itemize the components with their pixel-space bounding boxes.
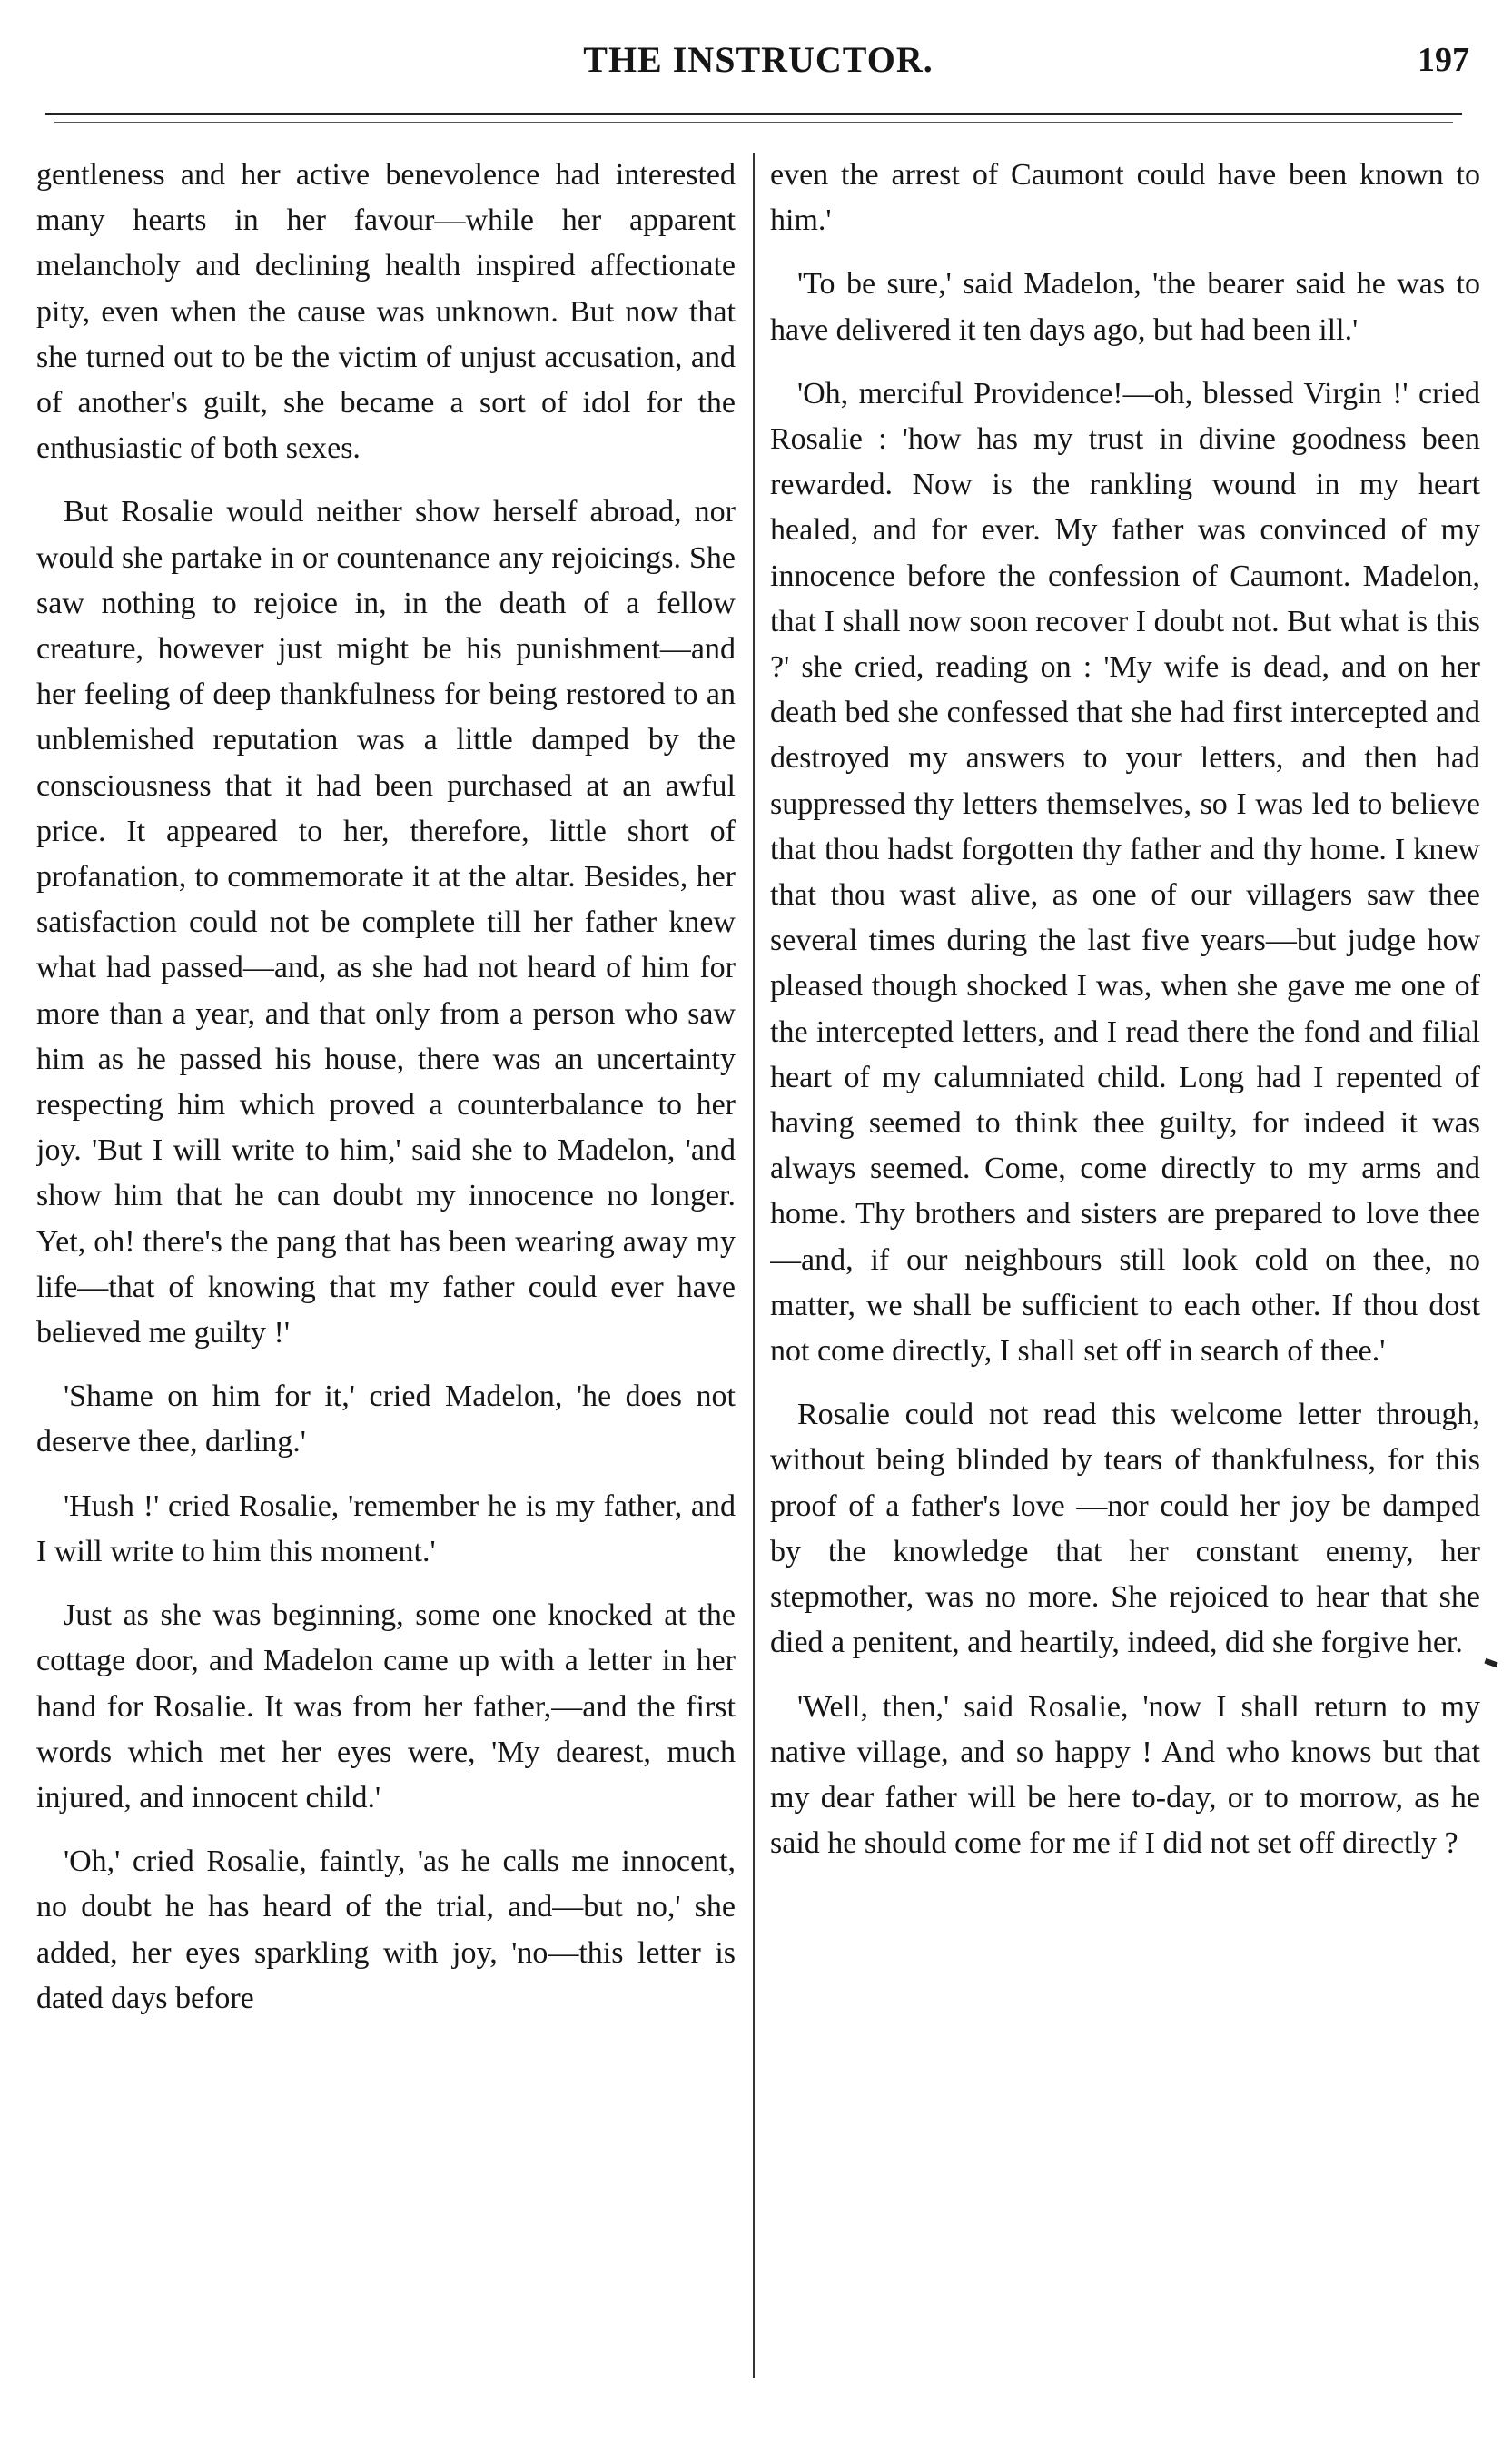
paragraph: Just as she was beginning, some one knocked at the cottage door, and Madelon came up with a letter in her hand for Rosalie. It was from her father,—and the first words which met her eyes were, 'My dearest, much injured, and innocent child.' <box>36 1598 736 1815</box>
running-head-title: THE INSTRUCTOR. <box>583 39 934 80</box>
paragraph: 'Hush !' cried Rosalie, 'remember he is my father, and I will write to him this moment.' <box>36 1489 736 1568</box>
paragraph: 'To be sure,' said Madelon, 'the bearer said he was to have delivered it ten days ago, but had been ill.' <box>770 267 1480 347</box>
column-divider <box>753 153 755 2378</box>
paragraph: gentleness and her active benevolence had interested many hearts in her favour—while her apparent melancholy and declining health inspired affectionate pity, even when the cause was unknown. But now that she turned out to be the victim of unjust accusation, and of another's guilt, she became a sort of idol for the enthusiastic of both sexes. <box>36 158 736 466</box>
paragraph: But Rosalie would neither show herself abroad, nor would she partake in or countenance any rejoicings. She saw nothing to rejoice in, in the death of a fellow creature, however just might be his punishment—and her feeling of deep thankfulness for being restored to an unblemished reputation was a little damped by the consciousness that it had been purchased at an awful price. It appeared to her, therefore, little short of profanation, to commemorate it at the altar. Besides, her satisfaction could not be complete till her father knew what had passed—and, as she had not heard of him for more than a year, and that only from a person who saw him as he passed his house, there was an uncertainty respecting him which proved a counterbalance to her joy. 'But I will write to him,' said she to Madelon, 'and show him that he can doubt my innocence no longer. Yet, oh! there's the pang that has been wearing away my life—that of knowing that my father could ever have believed me guilty !' <box>36 495 736 1350</box>
paragraph: 'Shame on him for it,' cried Madelon, 'he does not deserve thee, darling.' <box>36 1380 736 1459</box>
header-rule-thin <box>54 122 1453 123</box>
paragraph: 'Oh, merciful Providence!—oh, blessed Virgin !' cried Rosalie : 'how has my trust in divine goodness been rewarded. Now is the rankling wound in my heart healed, and for ever. My father was convinced of my innocence before the confession of Caumont. Madelon, that I shall now soon recover I doubt not. But what is this ?' she cried, reading on : 'My wife is dead, and on her death bed she confessed that she had first intercepted and destroyed my answers to your letters, and then had suppressed thy letters themselves, so I was led to believe that thou hadst forgotten thy father and thy home. I knew that thou wast alive, as one of our villagers saw thee several times during the last five years—but judge how pleased though shocked I was, when she gave me one of the intercepted letters, and I read there the fond and filial heart of my calumniated child. Long had I repented of having seemed to think thee guilty, for indeed it was always seemed. Come, come directly to my arms and home. Thy brothers and sisters are prepared to love thee—and, if our neighbours still look cold on thee, no matter, we shall be sufficient to each other. If thou dost not come directly, I shall set off in search of thee.' <box>770 376 1480 1369</box>
right-column <box>770 153 1480 2396</box>
margin-mark <box>1484 1658 1497 1667</box>
paragraph: Rosalie could not read this welcome letter through, without being blinded by tears of thankfulness, for this proof of a father's love —nor could her joy be damped by the knowledge that her constant enemy, her stepmother, was no more. She rejoiced to hear that she died a penitent, and heartily, indeed, did she forgive her. <box>770 1398 1480 1660</box>
paragraph: 'Oh,' cried Rosalie, faintly, 'as he calls me innocent, no doubt he has heard of the trial, and—but no,' she added, her eyes sparkling with joy, 'no—this letter is dated days before <box>36 1845 736 2015</box>
page-number: 197 <box>1418 41 1469 79</box>
left-column <box>36 153 736 2396</box>
paragraph: even the arrest of Caumont could have been known to him.' <box>770 158 1480 238</box>
header-rule <box>45 113 1462 115</box>
running-head <box>36 38 1480 93</box>
paragraph: 'Well, then,' said Rosalie, 'now I shall return to my native village, and so happy ! And who knows but that my dear father will be here to-day, or to morrow, as he said he should come for me if I did not set off directly ? <box>770 1689 1480 1861</box>
